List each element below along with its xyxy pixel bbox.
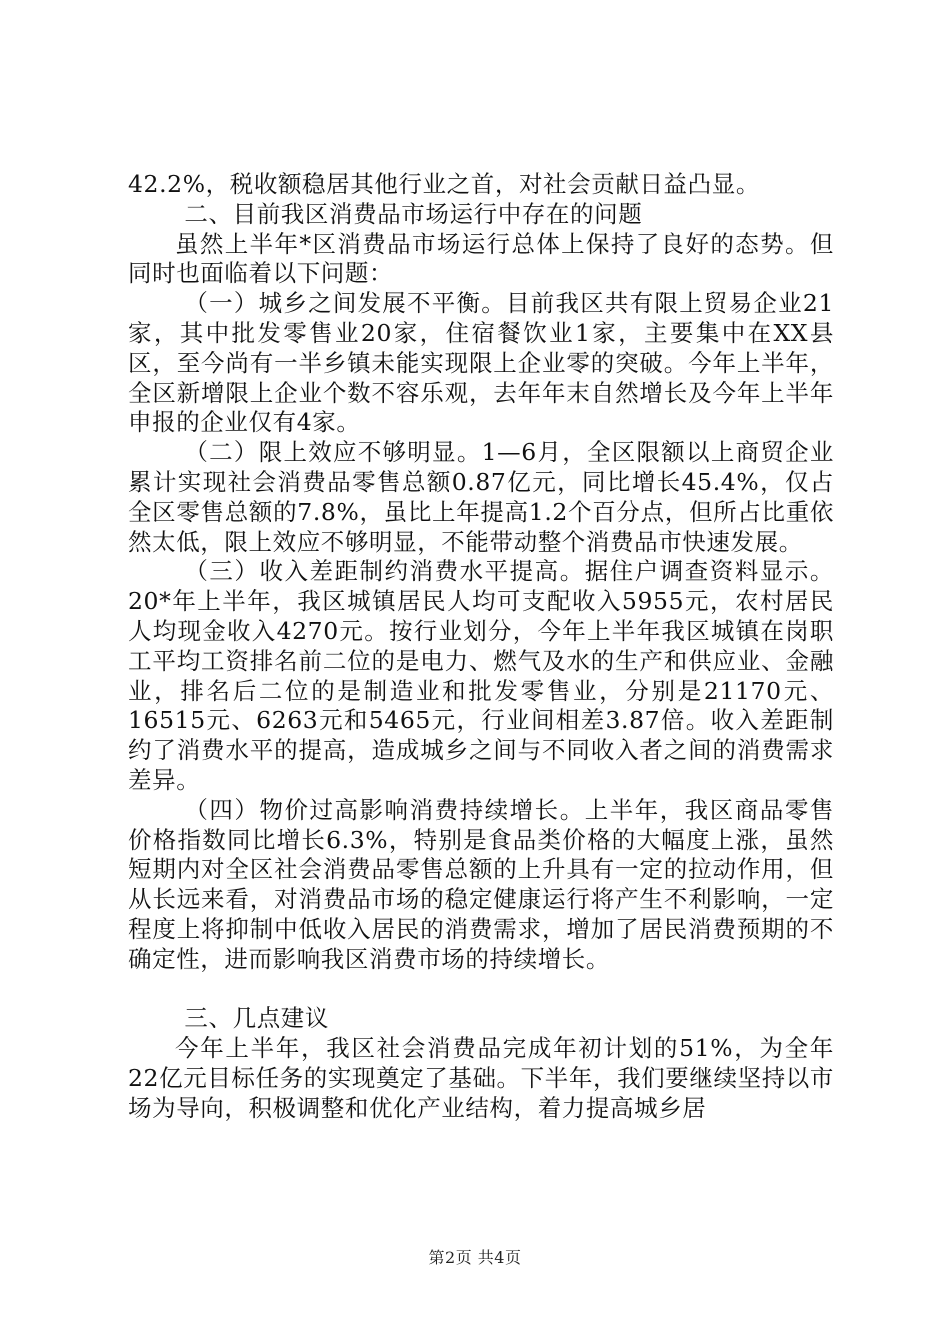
paragraph-problem-1: （一）城乡之间发展不平衡。目前我区共有限上贸易企业21家，其中批发零售业20家，住宿餐饮业1家，主要集中在XX县区，至今尚有一半乡镇未能实现限上企业零的突破。今年上半年，全区新增限上企业个数不容乐观，去年年末自然增长及今年上半年申报的企业仅有4家。 <box>128 289 834 437</box>
paragraph-problem-3: （三）收入差距制约消费水平提高。据住户调查资料显示。20*年上半年，我区城镇居民人均可支配收入5955元，农村居民人均现金收入4270元。按行业划分，今年上半年我区城镇在岗职工平均工资排名前二位的是电力、燃气及水的生产和供应业、金融业，排名后二位的是制造业和批发零售业，分别是21170元、16515元、6263元和5465元，行业间相差3.87倍。收入差距制约了消费水平的提高，造成城乡之间与不同收入者之间的消费需求差异。 <box>128 557 834 794</box>
section-heading-suggestions: 三、几点建议 <box>184 1004 329 1033</box>
paragraph-problem-4: （四）物价过高影响消费持续增长。上半年，我区商品零售价格指数同比增长6.3%，特别是食品类价格的大幅度上涨，虽然短期内对全区社会消费品零售总额的上升具有一定的拉动作用，但从长远来看，对消费品市场的稳定健康运行将产生不利影响，一定程度上将抑制中低收入居民的消费需求，增加了居民消费预期的不确定性，进而影响我区消费市场的持续增长。 <box>128 795 834 973</box>
section-heading-problems: 二、目前我区消费品市场运行中存在的问题 <box>184 199 643 228</box>
document-body <box>128 170 834 1124</box>
paragraph-intro-problems: 虽然上半年*区消费品市场运行总体上保持了良好的态势。但同时也面临着以下问题： <box>128 229 834 288</box>
paragraph-suggestions-intro: 今年上半年，我区社会消费品完成年初计划的51%，为全年22亿元目标任务的实现奠定了基础。下半年，我们要继续坚持以市场为导向，积极调整和优化产业结构，着力提高城乡居 <box>128 1034 834 1122</box>
paragraph-problem-2: （二）限上效应不够明显。1—6月，全区限额以上商贸企业累计实现社会消费品零售总额0.87亿元，同比增长45.4%，仅占全区零售总额的7.8%，虽比上年提高1.2个百分点，但所占比重依然太低，限上效应不够明显，不能带动整个消费品市快速发展。 <box>128 438 834 556</box>
page-footer: 第2页 共4页 <box>428 1248 522 1267</box>
paragraph-continuation: 42.2%，税收额稳居其他行业之首，对社会贡献日益凸显。 <box>128 170 760 198</box>
